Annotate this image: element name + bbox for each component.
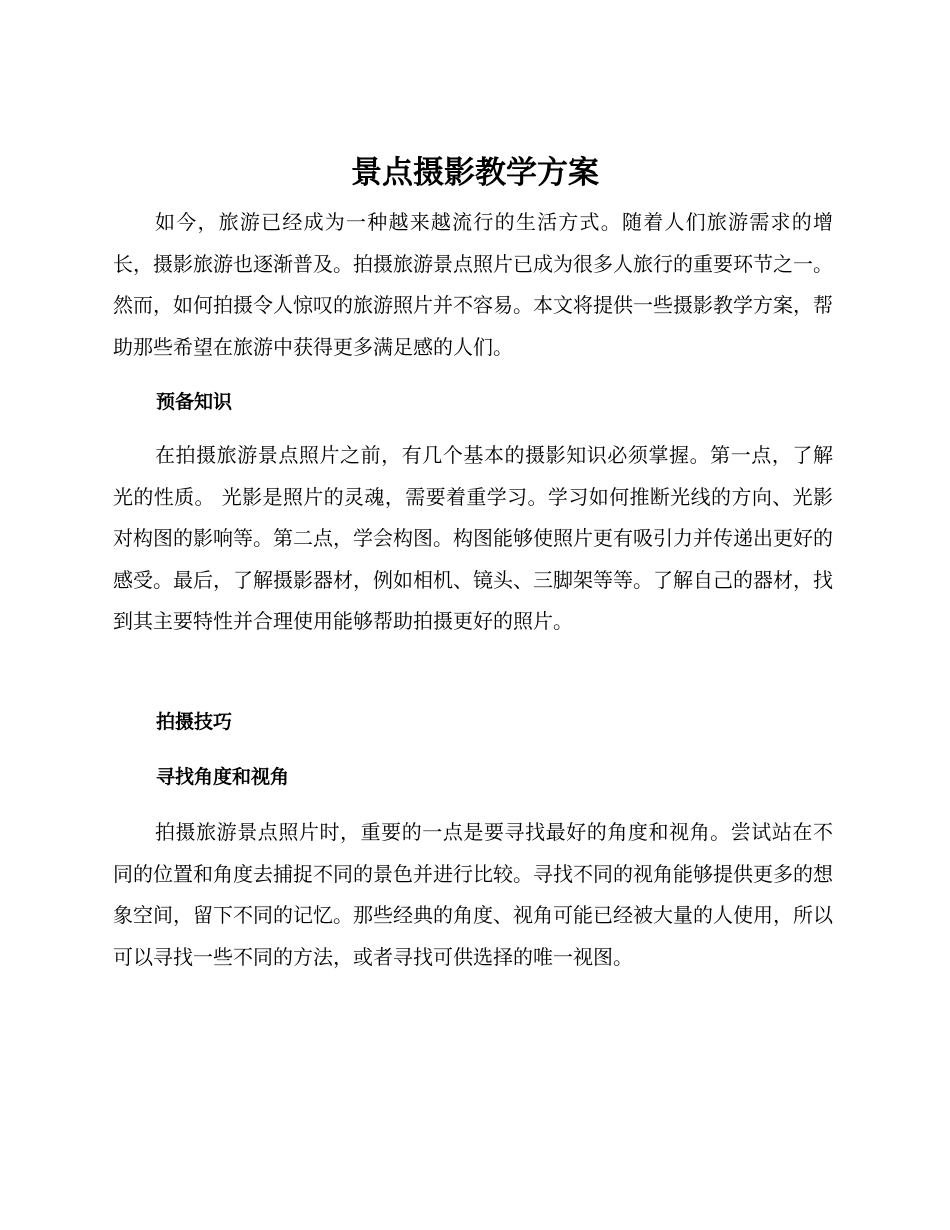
intro-paragraph: 如今，旅游已经成为一种越来越流行的生活方式。随着人们旅游需求的增长，摄影旅游也逐渐普及。拍摄旅游景点照片已成为很多人旅行的重要环节之一。然而，如何拍摄令人惊叹的旅游照片并不容易。本文将提供一些摄影教学方案，帮助那些希望在旅游中获得更多满足感的人们。 bbox=[113, 210, 833, 359]
angle-paragraph: 拍摄旅游景点照片时，重要的一点是要寻找最好的角度和视角。尝试站在不同的位置和角度去捕捉不同的景色并进行比较。寻找不同的视角能够提供更多的想象空间，留下不同的记忆。那些经典的角度、视角可能已经被大量的人使用，所以可以寻找一些不同的方法，或者寻找可供选择的唯一视图。 bbox=[113, 820, 833, 969]
section-heading-preparation: 预备知识 bbox=[156, 391, 233, 413]
section-heading-shooting-skills: 拍摄技巧 bbox=[156, 711, 233, 733]
document-title: 景点摄影教学方案 bbox=[351, 155, 599, 191]
preparation-paragraph: 在拍摄旅游景点照片之前，有几个基本的摄影知识必须掌握。第一点，了解光的性质。 光影是照片的灵魂，需要着重学习。学习如何推断光线的方向、光影对构图的影响等。第二点，学会构图。构图能够使照片更有吸引力并传递出更好的感受。最后，了解摄影器材，例如相机、镜头、三脚架等等。了解自己的器材，找到其主要特性并合理使用能够帮助拍摄更好的照片。 bbox=[113, 443, 833, 633]
subsection-heading-angle: 寻找角度和视角 bbox=[156, 766, 290, 788]
